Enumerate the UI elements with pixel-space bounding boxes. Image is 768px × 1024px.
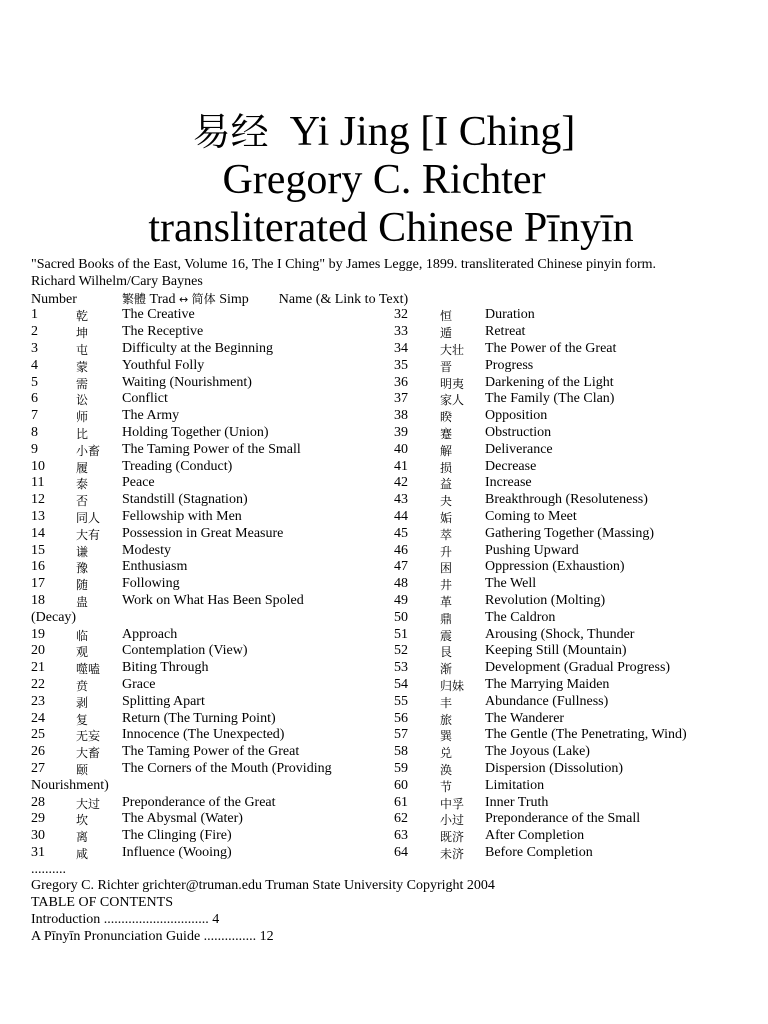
hexagram-name-link[interactable]: The Wanderer <box>485 710 565 726</box>
hexagram-name-link[interactable]: Decrease <box>485 458 537 474</box>
hexagram-number: 48 <box>394 576 408 592</box>
hexagram-number: 1 <box>31 307 38 323</box>
header-trad-chars: 繁體 <box>122 291 147 306</box>
hexagram-table <box>31 307 751 861</box>
hexagram-number: 50 <box>394 609 408 625</box>
hexagram-chinese: 离 <box>76 830 89 845</box>
hexagram-name-link[interactable]: Preponderance of the Great <box>122 794 276 810</box>
hexagram-name-link[interactable]: Conflict <box>122 391 168 407</box>
table-row <box>31 727 751 744</box>
hexagram-name-link[interactable]: The Well <box>485 576 537 592</box>
hexagram-name-link[interactable]: Return (The Turning Point) <box>122 710 276 726</box>
table-row <box>31 677 751 694</box>
hexagram-name-link[interactable]: Difficulty at the Beginning <box>122 340 273 356</box>
hexagram-number: 63 <box>394 828 408 844</box>
hexagram-number: 60 <box>394 777 408 793</box>
hexagram-number: 6 <box>31 391 38 407</box>
header-simp: Simp <box>219 291 249 307</box>
hexagram-number: 51 <box>394 626 408 642</box>
table-row <box>31 509 751 526</box>
hexagram-name-link[interactable]: Pushing Upward <box>485 542 579 558</box>
hexagram-number: 26 <box>31 744 45 760</box>
hexagram-number: 36 <box>394 374 408 390</box>
table-row <box>31 627 751 644</box>
table-row <box>31 375 751 392</box>
hexagram-number: 46 <box>394 542 408 558</box>
hexagram-chinese: 大有 <box>76 527 101 542</box>
hexagram-number: 17 <box>31 576 45 592</box>
hexagram-name-link[interactable]: The Taming Power of the Great <box>122 744 300 760</box>
header-name: Name (& Link to Text) <box>278 291 409 307</box>
hexagram-chinese: 丰 <box>440 695 453 710</box>
hexagram-chinese: 比 <box>76 426 89 441</box>
table-row <box>31 526 751 543</box>
intro-line-2: Richard Wilhelm/Cary Baynes <box>31 273 203 289</box>
hexagram-name-link[interactable]: Darkening of the Light <box>485 374 614 390</box>
hexagram-number: 20 <box>31 643 45 659</box>
hexagram-name-link[interactable]: The Joyous (Lake) <box>485 744 590 760</box>
hexagram-chinese: 升 <box>440 544 453 559</box>
hexagram-chinese: 解 <box>440 443 453 458</box>
hexagram-name-link[interactable]: The Caldron <box>485 609 556 625</box>
table-row <box>31 341 751 358</box>
hexagram-number: 9 <box>31 441 38 457</box>
hexagram-number: 38 <box>394 408 408 424</box>
hexagram-number: 33 <box>394 324 408 340</box>
hexagram-name-link[interactable]: Progress <box>485 357 534 373</box>
hexagram-number: 34 <box>394 340 408 356</box>
header-trad: Trad <box>149 291 176 307</box>
hexagram-chinese: 震 <box>440 628 453 643</box>
hexagram-name-link[interactable]: Treading (Conduct) <box>122 458 233 474</box>
hexagram-name-link[interactable]: Standstill (Stagnation) <box>122 492 248 508</box>
hexagram-number: 64 <box>394 844 408 860</box>
title-block <box>0 108 768 252</box>
table-row <box>31 593 751 610</box>
title-author: Gregory C. Richter <box>222 157 546 203</box>
hexagram-chinese: 师 <box>76 410 89 425</box>
hexagram-chinese: 谦 <box>76 544 89 559</box>
table-row <box>31 408 751 425</box>
hexagram-name-link[interactable]: Influence (Wooing) <box>122 844 232 860</box>
hexagram-chinese: 小过 <box>440 813 465 828</box>
hexagram-name-link[interactable]: Gathering Together (Massing) <box>485 525 655 541</box>
author-line: Gregory C. Richter grichter@truman.edu Truman State University Copyright 2004 <box>31 878 495 894</box>
table-header <box>31 291 751 308</box>
hexagram-name-link[interactable]: The Gentle (The Penetrating, Wind) <box>485 727 687 743</box>
hexagram-chinese: 晋 <box>440 359 453 374</box>
table-row <box>31 358 751 375</box>
hexagram-name-link[interactable]: The Receptive <box>122 324 204 340</box>
hexagram-chinese: 剥 <box>76 695 89 710</box>
hexagram-number: 53 <box>394 660 408 676</box>
hexagram-chinese: 姤 <box>440 510 453 525</box>
table-row <box>31 811 751 828</box>
hexagram-chinese: 噬嗑 <box>76 662 101 677</box>
hexagram-number: 16 <box>31 559 45 575</box>
table-row <box>31 845 751 862</box>
hexagram-name-link[interactable]: Innocence (The Unexpected) <box>122 727 285 743</box>
hexagram-chinese: 萃 <box>440 527 453 542</box>
hexagram-chinese: 颐 <box>76 762 89 777</box>
hexagram-chinese: 家人 <box>440 393 465 408</box>
hexagram-chinese: 节 <box>440 779 453 794</box>
table-row <box>31 711 751 728</box>
hexagram-name-link[interactable]: Splitting Apart <box>122 693 205 709</box>
hexagram-chinese: 井 <box>440 578 453 593</box>
hexagram-name-link[interactable]: The Creative <box>122 307 195 323</box>
hexagram-chinese: 蒙 <box>76 359 89 374</box>
hexagram-name-link[interactable]: Increase <box>485 475 532 491</box>
hexagram-number: 32 <box>394 307 408 323</box>
hexagram-chinese: 大壮 <box>440 342 465 357</box>
toc-item-pronunciation-guide[interactable]: A Pīnyīn Pronunciation Guide ............... 12 <box>31 928 274 944</box>
hexagram-name-link[interactable]: Deliverance <box>485 441 553 457</box>
hexagram-number: 15 <box>31 542 45 558</box>
hexagram-number: 44 <box>394 508 408 524</box>
hexagram-chinese: 屯 <box>76 342 89 357</box>
table-row <box>31 828 751 845</box>
hexagram-number: 58 <box>394 744 408 760</box>
document-body <box>31 257 751 946</box>
hexagram-name-link[interactable]: Following <box>122 576 180 592</box>
hexagram-chinese: 明夷 <box>440 376 465 391</box>
hexagram-name-link[interactable]: Youthful Folly <box>122 357 205 373</box>
hexagram-number: 21 <box>31 660 45 676</box>
hexagram-number: 7 <box>31 408 38 424</box>
hexagram-number: 35 <box>394 357 408 373</box>
hexagram-number: 24 <box>31 710 45 726</box>
hexagram-name-link[interactable]: Enthusiasm <box>122 559 188 575</box>
hexagram-chinese: 复 <box>76 712 89 727</box>
hexagram-number: 4 <box>31 357 38 373</box>
title-chinese: 易经 <box>192 110 269 154</box>
hexagram-number: 59 <box>394 760 408 776</box>
hexagram-chinese: 大畜 <box>76 746 101 761</box>
hexagram-chinese: 睽 <box>440 410 453 425</box>
footer <box>31 862 751 946</box>
hexagram-number: 41 <box>394 458 408 474</box>
hexagram-number: 12 <box>31 492 45 508</box>
hexagram-chinese: 大过 <box>76 796 101 811</box>
table-row <box>31 744 751 761</box>
hexagram-name-link[interactable]: Keeping Still (Mountain) <box>485 643 627 659</box>
table-row <box>31 559 751 576</box>
hexagram-number: 11 <box>31 475 45 491</box>
hexagram-name-link[interactable]: Revolution (Molting) <box>485 592 606 608</box>
hexagram-number: 8 <box>31 424 38 440</box>
header-simp-chars: 简体 <box>191 291 216 306</box>
hexagram-name-link[interactable]: Development (Gradual Progress) <box>485 660 671 676</box>
hexagram-chinese: 鼎 <box>440 611 453 626</box>
hexagram-chinese: 同人 <box>76 510 101 525</box>
toc-item-introduction[interactable]: Introduction .............................. 4 <box>31 912 220 928</box>
hexagram-name-link[interactable]: Obstruction <box>485 424 552 440</box>
hexagram-number: 10 <box>31 458 45 474</box>
hexagram-name-link[interactable]: Contemplation (View) <box>122 643 248 659</box>
hexagram-name-link[interactable]: Holding Together (Union) <box>122 424 269 440</box>
hexagram-chinese: 无妄 <box>76 729 101 744</box>
hexagram-number: 56 <box>394 710 408 726</box>
header-number: Number <box>31 291 77 307</box>
hexagram-chinese: 否 <box>76 494 89 509</box>
hexagram-number: 19 <box>31 626 45 642</box>
hexagram-number: 47 <box>394 559 408 575</box>
hexagram-chinese: 困 <box>440 561 453 576</box>
hexagram-name-link[interactable]: Opposition <box>485 408 548 424</box>
table-row <box>31 778 751 795</box>
hexagram-name-link[interactable]: Dispersion (Dissolution) <box>485 760 624 776</box>
hexagram-chinese: 蛊 <box>76 594 89 609</box>
table-row <box>31 660 751 677</box>
hexagram-chinese: 巽 <box>440 729 453 744</box>
hexagram-number: 52 <box>394 643 408 659</box>
hexagram-chinese: 蹇 <box>440 426 453 441</box>
table-row <box>31 795 751 812</box>
hexagram-chinese: 夬 <box>440 494 453 509</box>
header-arrow: ↔ <box>178 292 189 306</box>
hexagram-chinese: 需 <box>76 376 89 391</box>
hexagram-name-link[interactable]: Retreat <box>485 324 526 340</box>
hexagram-chinese: 履 <box>76 460 89 475</box>
hexagram-number: 31 <box>31 844 45 860</box>
hexagram-number: 62 <box>394 811 408 827</box>
hexagram-chinese: 小畜 <box>76 443 101 458</box>
hexagram-name-link[interactable]: Inner Truth <box>485 794 549 810</box>
hexagram-name-link[interactable]: The Army <box>122 408 180 424</box>
hexagram-chinese: 乾 <box>76 309 89 324</box>
hexagram-chinese: 兑 <box>440 746 453 761</box>
hexagram-chinese: 咸 <box>76 846 89 861</box>
hexagram-number: 22 <box>31 676 45 692</box>
hexagram-name-link[interactable]: Breakthrough (Resoluteness) <box>485 492 648 508</box>
hexagram-number: 49 <box>394 592 408 608</box>
table-row <box>31 425 751 442</box>
hexagram-name-link[interactable]: Peace <box>122 475 155 491</box>
hexagram-name-link[interactable]: Duration <box>485 307 535 323</box>
table-row <box>31 576 751 593</box>
hexagram-number: 14 <box>31 525 45 541</box>
table-row <box>31 761 751 778</box>
hexagram-chinese: 艮 <box>440 645 453 660</box>
hexagram-name-link[interactable]: Arousing (Shock, Thunder <box>485 626 635 642</box>
hexagram-chinese: 观 <box>76 645 89 660</box>
table-row <box>31 643 751 660</box>
hexagram-number: 23 <box>31 693 45 709</box>
table-row <box>31 307 751 324</box>
hexagram-number: 18 <box>31 592 45 608</box>
hexagram-number: Nourishment) <box>31 777 109 793</box>
hexagram-name-link[interactable]: Grace <box>122 676 156 692</box>
table-row <box>31 492 751 509</box>
hexagram-chinese: 贲 <box>76 678 89 693</box>
hexagram-number: 42 <box>394 475 408 491</box>
hexagram-number: 39 <box>394 424 408 440</box>
hexagram-number: 43 <box>394 492 408 508</box>
hexagram-number: 25 <box>31 727 45 743</box>
hexagram-chinese: 渐 <box>440 662 453 677</box>
hexagram-name-link[interactable]: Before Completion <box>485 844 593 860</box>
hexagram-name-link[interactable]: Fellowship with Men <box>122 508 242 524</box>
hexagram-chinese: 革 <box>440 594 453 609</box>
hexagram-chinese: 泰 <box>76 477 89 492</box>
title-line-1 <box>0 108 768 156</box>
hexagram-name-link[interactable]: Waiting (Nourishment) <box>122 374 252 390</box>
footer-dots: .......... <box>31 861 66 877</box>
title-subtitle: transliterated Chinese Pīnyīn <box>148 205 634 251</box>
table-row <box>31 610 751 627</box>
title-yijing: Yi Jing [I Ching] <box>289 109 576 155</box>
hexagram-chinese: 归妹 <box>440 678 465 693</box>
toc-heading: TABLE OF CONTENTS <box>31 895 173 911</box>
hexagram-number: 61 <box>394 794 408 810</box>
hexagram-chinese: 随 <box>76 578 89 593</box>
hexagram-name-link[interactable]: Limitation <box>485 777 545 793</box>
hexagram-name-link[interactable]: The Corners of the Mouth (Providing <box>122 760 332 776</box>
hexagram-chinese: 临 <box>76 628 89 643</box>
hexagram-name-link[interactable]: After Completion <box>485 828 585 844</box>
hexagram-chinese: 旅 <box>440 712 453 727</box>
hexagram-name-link[interactable]: The Clinging (Fire) <box>122 828 232 844</box>
hexagram-number: 2 <box>31 324 38 340</box>
table-row <box>31 459 751 476</box>
hexagram-name-link[interactable]: Modesty <box>122 542 171 558</box>
hexagram-name-link[interactable]: Biting Through <box>122 660 209 676</box>
hexagram-chinese: 中孚 <box>440 796 465 811</box>
table-row <box>31 475 751 492</box>
hexagram-chinese: 豫 <box>76 561 89 576</box>
hexagram-name-link[interactable]: Preponderance of the Small <box>485 811 641 827</box>
hexagram-number: 55 <box>394 693 408 709</box>
table-row <box>31 543 751 560</box>
hexagram-chinese: 恒 <box>440 309 453 324</box>
table-row <box>31 324 751 341</box>
hexagram-number: (Decay) <box>31 609 77 625</box>
intro-line-1: "Sacred Books of the East, Volume 16, The I Ching" by James Legge, 1899. transliterated Chinese pinyin form. <box>31 257 656 272</box>
hexagram-name-link[interactable]: Abundance (Fullness) <box>485 693 609 709</box>
hexagram-number: 3 <box>31 340 38 356</box>
hexagram-name-link[interactable]: The Abysmal (Water) <box>122 811 243 827</box>
hexagram-chinese: 遁 <box>440 326 453 341</box>
hexagram-name-link[interactable]: Oppression (Exhaustion) <box>485 559 625 575</box>
hexagram-number: 28 <box>31 794 45 810</box>
hexagram-number: 45 <box>394 525 408 541</box>
hexagram-chinese: 损 <box>440 460 453 475</box>
table-row <box>31 442 751 459</box>
hexagram-name-link[interactable]: The Power of the Great <box>485 340 617 356</box>
hexagram-number: 54 <box>394 676 408 692</box>
hexagram-name-link[interactable]: Work on What Has Been Spoled <box>122 592 304 608</box>
hexagram-name-link[interactable]: The Family (The Clan) <box>485 391 615 407</box>
hexagram-name-link[interactable]: Coming to Meet <box>485 508 577 524</box>
hexagram-chinese: 既济 <box>440 830 465 845</box>
hexagram-chinese: 坤 <box>76 326 89 341</box>
hexagram-chinese: 益 <box>440 477 453 492</box>
hexagram-chinese: 未济 <box>440 846 465 861</box>
hexagram-chinese: 坎 <box>76 813 89 828</box>
table-row <box>31 694 751 711</box>
table-row <box>31 391 751 408</box>
hexagram-number: 27 <box>31 760 45 776</box>
hexagram-name-link[interactable]: Approach <box>122 626 178 642</box>
hexagram-number: 37 <box>394 391 408 407</box>
hexagram-chinese: 讼 <box>76 393 89 408</box>
hexagram-number: 5 <box>31 374 38 390</box>
hexagram-name-link[interactable]: The Marrying Maiden <box>485 676 610 692</box>
hexagram-number: 30 <box>31 828 45 844</box>
hexagram-name-link[interactable]: Possession in Great Measure <box>122 525 284 541</box>
hexagram-name-link[interactable]: The Taming Power of the Small <box>122 441 301 457</box>
hexagram-number: 13 <box>31 508 45 524</box>
hexagram-number: 29 <box>31 811 45 827</box>
hexagram-number: 40 <box>394 441 408 457</box>
hexagram-chinese: 涣 <box>440 762 453 777</box>
hexagram-number: 57 <box>394 727 408 743</box>
